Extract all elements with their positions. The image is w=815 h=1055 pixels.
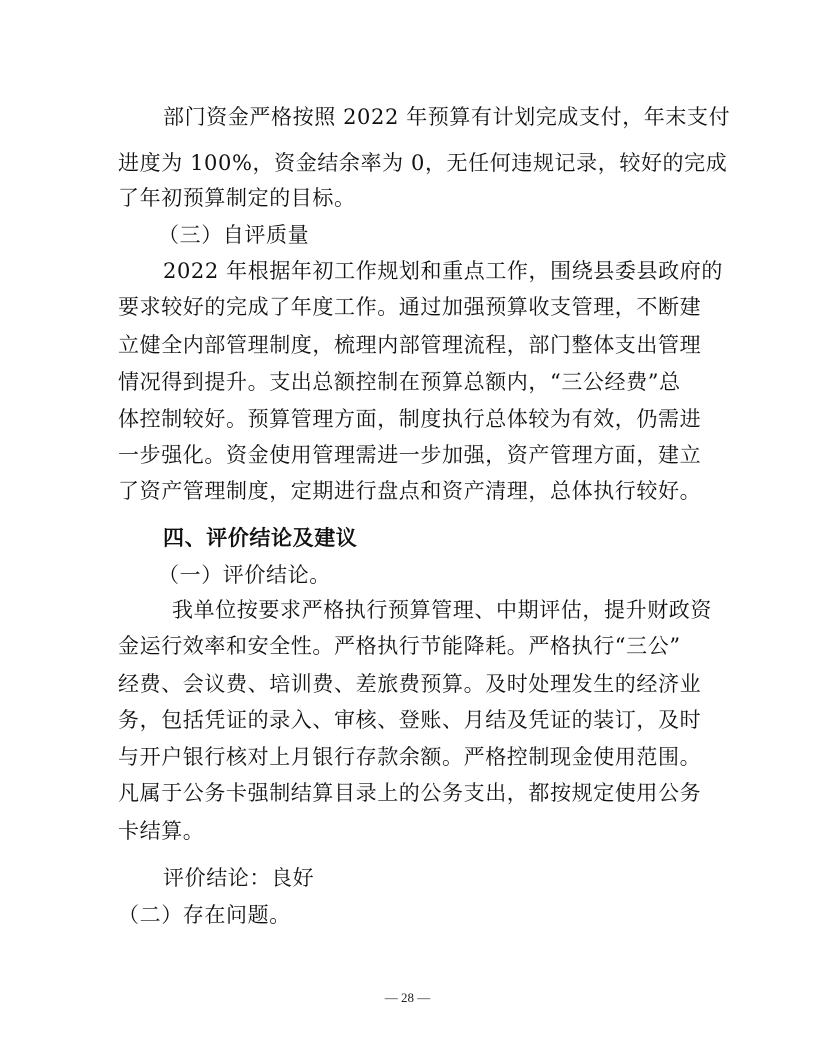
paragraph-2-line-4: 情况得到提升。支出总额控制在预算总额内，“三公经费”总 — [118, 370, 681, 394]
page-number: — 28 — — [384, 990, 431, 1005]
paragraph-2-line-5: 体控制较好。预算管理方面，制度执行总体较为有效，仍需进 — [118, 407, 702, 431]
paragraph-3-line-6: 凡属于公务卡强制结算目录上的公务支出，都按规定使用公务 — [118, 781, 702, 805]
paragraph-1-line-1: 部门资金严格按照 2022 年预算有计划完成支付，年末支付 — [163, 105, 731, 129]
section-heading-4: 四、评价结论及建议 — [163, 525, 358, 550]
evaluation-result: 评价结论：良好 — [163, 866, 315, 890]
paragraph-2-line-6: 一步强化。资金使用管理需进一步加强，资产管理方面，建立 — [118, 443, 702, 467]
paragraph-3-line-2: 金运行效率和安全性。严格执行节能降耗。严格执行“三公” — [118, 634, 681, 658]
paragraph-3-line-5: 与开户银行核对上月银行存款余额。严格控制现金使用范围。 — [118, 745, 702, 769]
paragraph-3-line-3: 经费、会议费、培训费、差旅费预算。及时处理发生的经济业 — [118, 672, 702, 696]
subheading-existing-problems: （二）存在问题。 — [118, 903, 291, 927]
paragraph-3-line-4: 务，包括凭证的录入、审核、登账、月结及凭证的装订，及时 — [118, 708, 702, 732]
paragraph-2-line-2: 要求较好的完成了年度工作。通过加强预算收支管理，不断建 — [118, 295, 702, 319]
section-heading-3: （三）自评质量 — [158, 223, 310, 247]
paragraph-1-line-2: 进度为 100%，资金结余率为 0，无任何违规记录，较好的完成 — [118, 151, 728, 175]
paragraph-2-line-7: 了资产管理制度，定期进行盘点和资产清理，总体执行较好。 — [118, 479, 702, 503]
paragraph-3-line-7: 卡结算。 — [118, 819, 205, 843]
paragraph-3-line-1: 我单位按要求严格执行预算管理、中期评估，提升财政资 — [172, 598, 712, 622]
paragraph-2-line-1: 2022 年根据年初工作规划和重点工作，围绕县委县政府的 — [163, 259, 723, 283]
paragraph-1-line-3: 了年初预算制定的目标。 — [118, 186, 356, 210]
subheading-evaluation-conclusion: （一）评价结论。 — [158, 563, 331, 587]
paragraph-2-line-3: 立健全内部管理制度，梳理内部管理流程，部门整体支出管理 — [118, 333, 702, 357]
